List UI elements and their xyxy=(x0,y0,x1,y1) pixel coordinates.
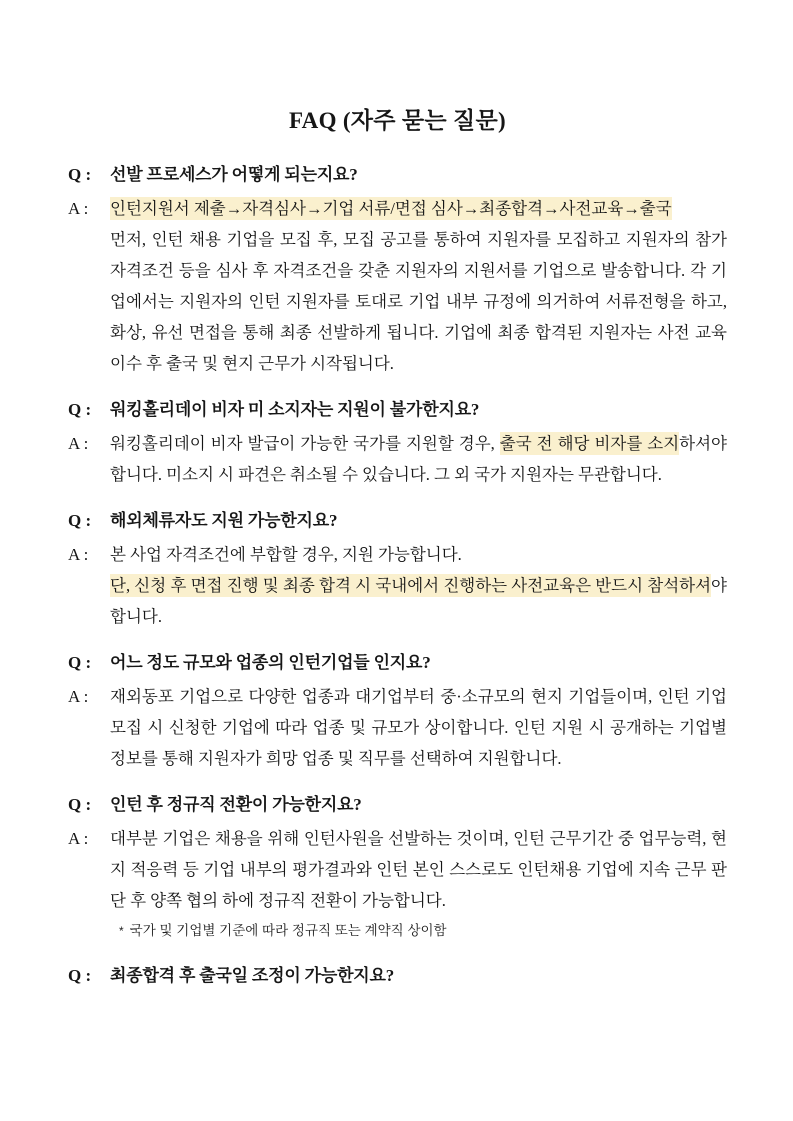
answer-row xyxy=(68,539,727,632)
question-text: 어느 정도 규모와 업종의 인턴기업들 인지요? xyxy=(110,653,431,672)
faq-item xyxy=(68,647,727,774)
answer-paragraph: 먼저, 인턴 채용 기업을 모집 후, 모집 공고를 통하여 지원자를 모집하고 지원자의 참가 자격조건 등을 심사 후 자격조건을 갖춘 지원자의 지원서를 기업으로 발송합니다. 각 기업에서는 지원자의 인턴 지원자를 토대로 기업 내부 규정에 의거하여 서류전형을 하고, 화상, 유선 면접을 통해 최종 선발하게 됩니다. 기업에 최종 합격된 지원자는 사전 교육 이수 후 출국 및 현지 근무가 시작됩니다. xyxy=(110,230,727,373)
answer-paragraph xyxy=(110,193,727,224)
question-prefix: Q : xyxy=(68,653,92,672)
answer-text xyxy=(110,539,727,632)
answer-text xyxy=(110,823,727,945)
question-prefix: Q : xyxy=(68,795,92,814)
question-prefix: Q : xyxy=(68,966,92,985)
answer-paragraph: 대부분 기업은 채용을 위해 인턴사원을 선발하는 것이며, 인턴 근무기간 중 업무능력, 현지 적응력 등 기업 내부의 평가결과와 인턴 본인 스스로도 인턴채용 기업에 지속 근무 판단 후 양쪽 협의 하에 정규직 전환이 가능합니다. xyxy=(110,829,727,910)
question-row xyxy=(68,394,727,425)
question-prefix: Q : xyxy=(68,165,92,184)
answer-prefix: A : xyxy=(68,687,89,706)
answer-prefix: A : xyxy=(68,545,89,564)
faq-item xyxy=(68,789,727,945)
answer-paragraph: 본 사업 자격조건에 부합할 경우, 지원 가능합니다. xyxy=(110,545,462,564)
footnote-text: 국가 및 기업별 기준에 따라 정규직 또는 계약직 상이함 xyxy=(129,923,447,938)
footnote xyxy=(110,917,727,945)
answer-paragraph: 단, 신청 후 면접 진행 및 최종 합격 시 국내에서 진행하는 사전교육은 반드시 참석하셔야 합니다. xyxy=(110,576,727,626)
answer-text xyxy=(110,193,727,379)
page-title: FAQ (자주 묻는 질문) xyxy=(289,108,506,133)
answer-paragraph: 워킹홀리데이 비자 발급이 가능한 국가를 지원할 경우, 출국 전 해당 비자를 소지하셔야 합니다. 미소지 시 파견은 취소될 수 있습니다. 그 외 국가 지원자는 무관합니다. xyxy=(110,434,727,484)
question-row xyxy=(68,647,727,678)
answer-paragraph: 재외동포 기업으로 다양한 업종과 대기업부터 중·소규모의 현지 기업들이며, 인턴 기업 모집 시 신청한 기업에 따라 업종 및 규모가 상이합니다. 인턴 지원 시 공개하는 기업별 정보를 통해 지원자가 희망 업종 및 직무를 선택하여 지원합니다. xyxy=(110,687,727,768)
answer-text xyxy=(110,681,727,774)
faq-item xyxy=(68,960,727,991)
question-prefix: Q : xyxy=(68,400,92,419)
faq-item xyxy=(68,159,727,379)
answer-text xyxy=(110,428,727,490)
answer-row xyxy=(68,428,727,490)
faq-item xyxy=(68,394,727,490)
question-text: 워킹홀리데이 비자 미 소지자는 지원이 불가한지요? xyxy=(110,400,480,419)
question-row xyxy=(68,159,727,190)
footnote-marker-icon: * xyxy=(119,924,124,938)
faq-item xyxy=(68,505,727,632)
question-text: 최종합격 후 출국일 조정이 가능한지요? xyxy=(110,966,395,985)
question-text: 해외체류자도 지원 가능한지요? xyxy=(110,511,338,530)
question-row xyxy=(68,505,727,536)
faq-list xyxy=(68,159,727,991)
answer-prefix: A : xyxy=(68,434,89,453)
highlighted-text: 단, 신청 후 면접 진행 및 최종 합격 시 국내에서 진행하는 사전교육은 반드시 참석하셔 xyxy=(110,576,712,595)
highlighted-text: 출국 전 해당 비자를 소지 xyxy=(499,434,680,453)
question-row xyxy=(68,960,727,991)
answer-row xyxy=(68,193,727,379)
answer-prefix: A : xyxy=(68,199,89,218)
question-text: 선발 프로세스가 어떻게 되는지요? xyxy=(110,165,358,184)
highlighted-text: 인턴지원서 제출→자격심사→기업 서류/면접 심사→최종합격→사전교육→출국 xyxy=(110,199,672,218)
answer-row xyxy=(68,823,727,945)
question-text: 인턴 후 정규직 전환이 가능한지요? xyxy=(110,795,362,814)
question-row xyxy=(68,789,727,820)
answer-row xyxy=(68,681,727,774)
answer-prefix: A : xyxy=(68,829,89,848)
question-prefix: Q : xyxy=(68,511,92,530)
